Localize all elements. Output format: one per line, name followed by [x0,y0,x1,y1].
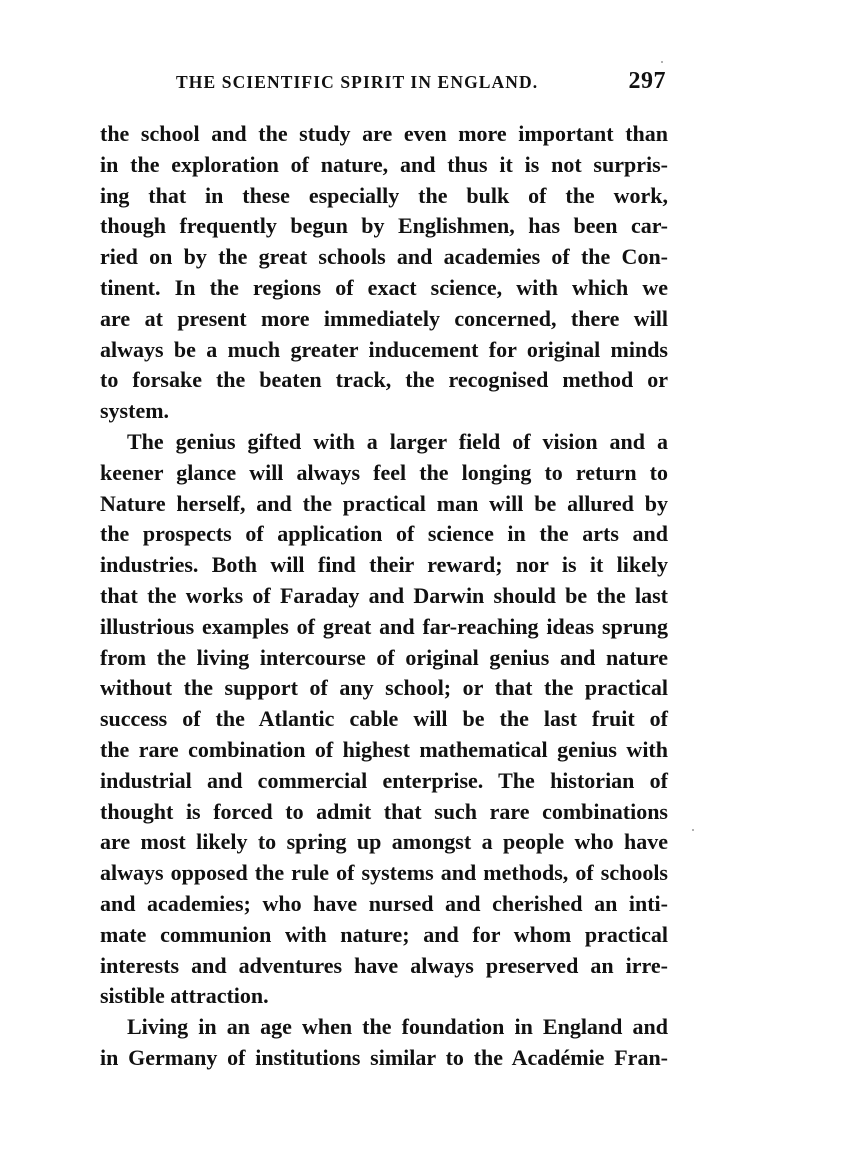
text-line: sistible attraction. [100,983,269,1009]
text-line: illustrious examples of great and far-reaching ideas sprung [100,613,668,639]
text-line: keener glance will always feel the longing to return to [100,459,668,485]
text-line: Living in an age when the foundation in England and [127,1014,668,1040]
print-speck [692,829,694,831]
text-line: thought is forced to admit that such rare combinations [100,798,668,824]
text-line: the prospects of application of science in the arts and [100,521,668,547]
paragraph-1 [100,119,668,427]
text-line: system. [100,398,170,424]
page-number: 297 [628,68,666,94]
text-line: the school and the study are even more important than [100,121,668,146]
text-line: the rare combination of highest mathematical genius with [100,736,668,762]
text-line: from the living intercourse of original genius and nature [100,644,668,670]
text-line: always be a much greater inducement for original minds [100,336,668,362]
text-line: in Germany of institutions similar to the Académie Fran- [100,1044,668,1070]
text-line: that the works of Faraday and Darwin should be the last [100,582,668,608]
text-line: industrial and commercial enterprise. The historian of [100,767,668,793]
text-line: though frequently begun by Englishmen, has been car- [100,213,668,239]
body-text [100,119,668,1074]
running-title: THE SCIENTIFIC SPIRIT IN ENGLAND. [176,72,539,92]
paragraph-2 [100,427,668,1012]
text-line: tinent. In the regions of exact science, with which we [100,274,668,300]
text-line: are at present more immediately concerned, there will [100,305,668,331]
print-speck [661,61,663,63]
text-line: The genius gifted with a larger field of vision and a [127,428,668,454]
text-line: ried on by the great schools and academies of the Con- [100,244,668,270]
text-line: success of the Atlantic cable will be the last fruit of [100,706,668,732]
text-line: interests and adventures have always preserved an irre- [100,952,668,978]
text-line: Nature herself, and the practical man will be allured by [100,490,668,516]
text-line: in the exploration of nature, and thus it is not surpris- [100,151,668,177]
text-line: to forsake the beaten track, the recognised method or [100,367,668,393]
running-head [100,68,668,100]
text-line: always opposed the rule of systems and methods, of schools [100,860,668,886]
text-line: ing that in these especially the bulk of the work, [100,182,668,208]
text-line: without the support of any school; or that the practical [100,675,668,701]
text-line: are most likely to spring up amongst a people who have [100,829,668,855]
text-line: mate communion with nature; and for whom practical [100,921,668,947]
text-line: industries. Both will find their reward; nor is it likely [100,552,668,578]
paragraph-3 [100,1012,668,1074]
text-line: and academies; who have nursed and cherished an inti- [100,890,668,916]
